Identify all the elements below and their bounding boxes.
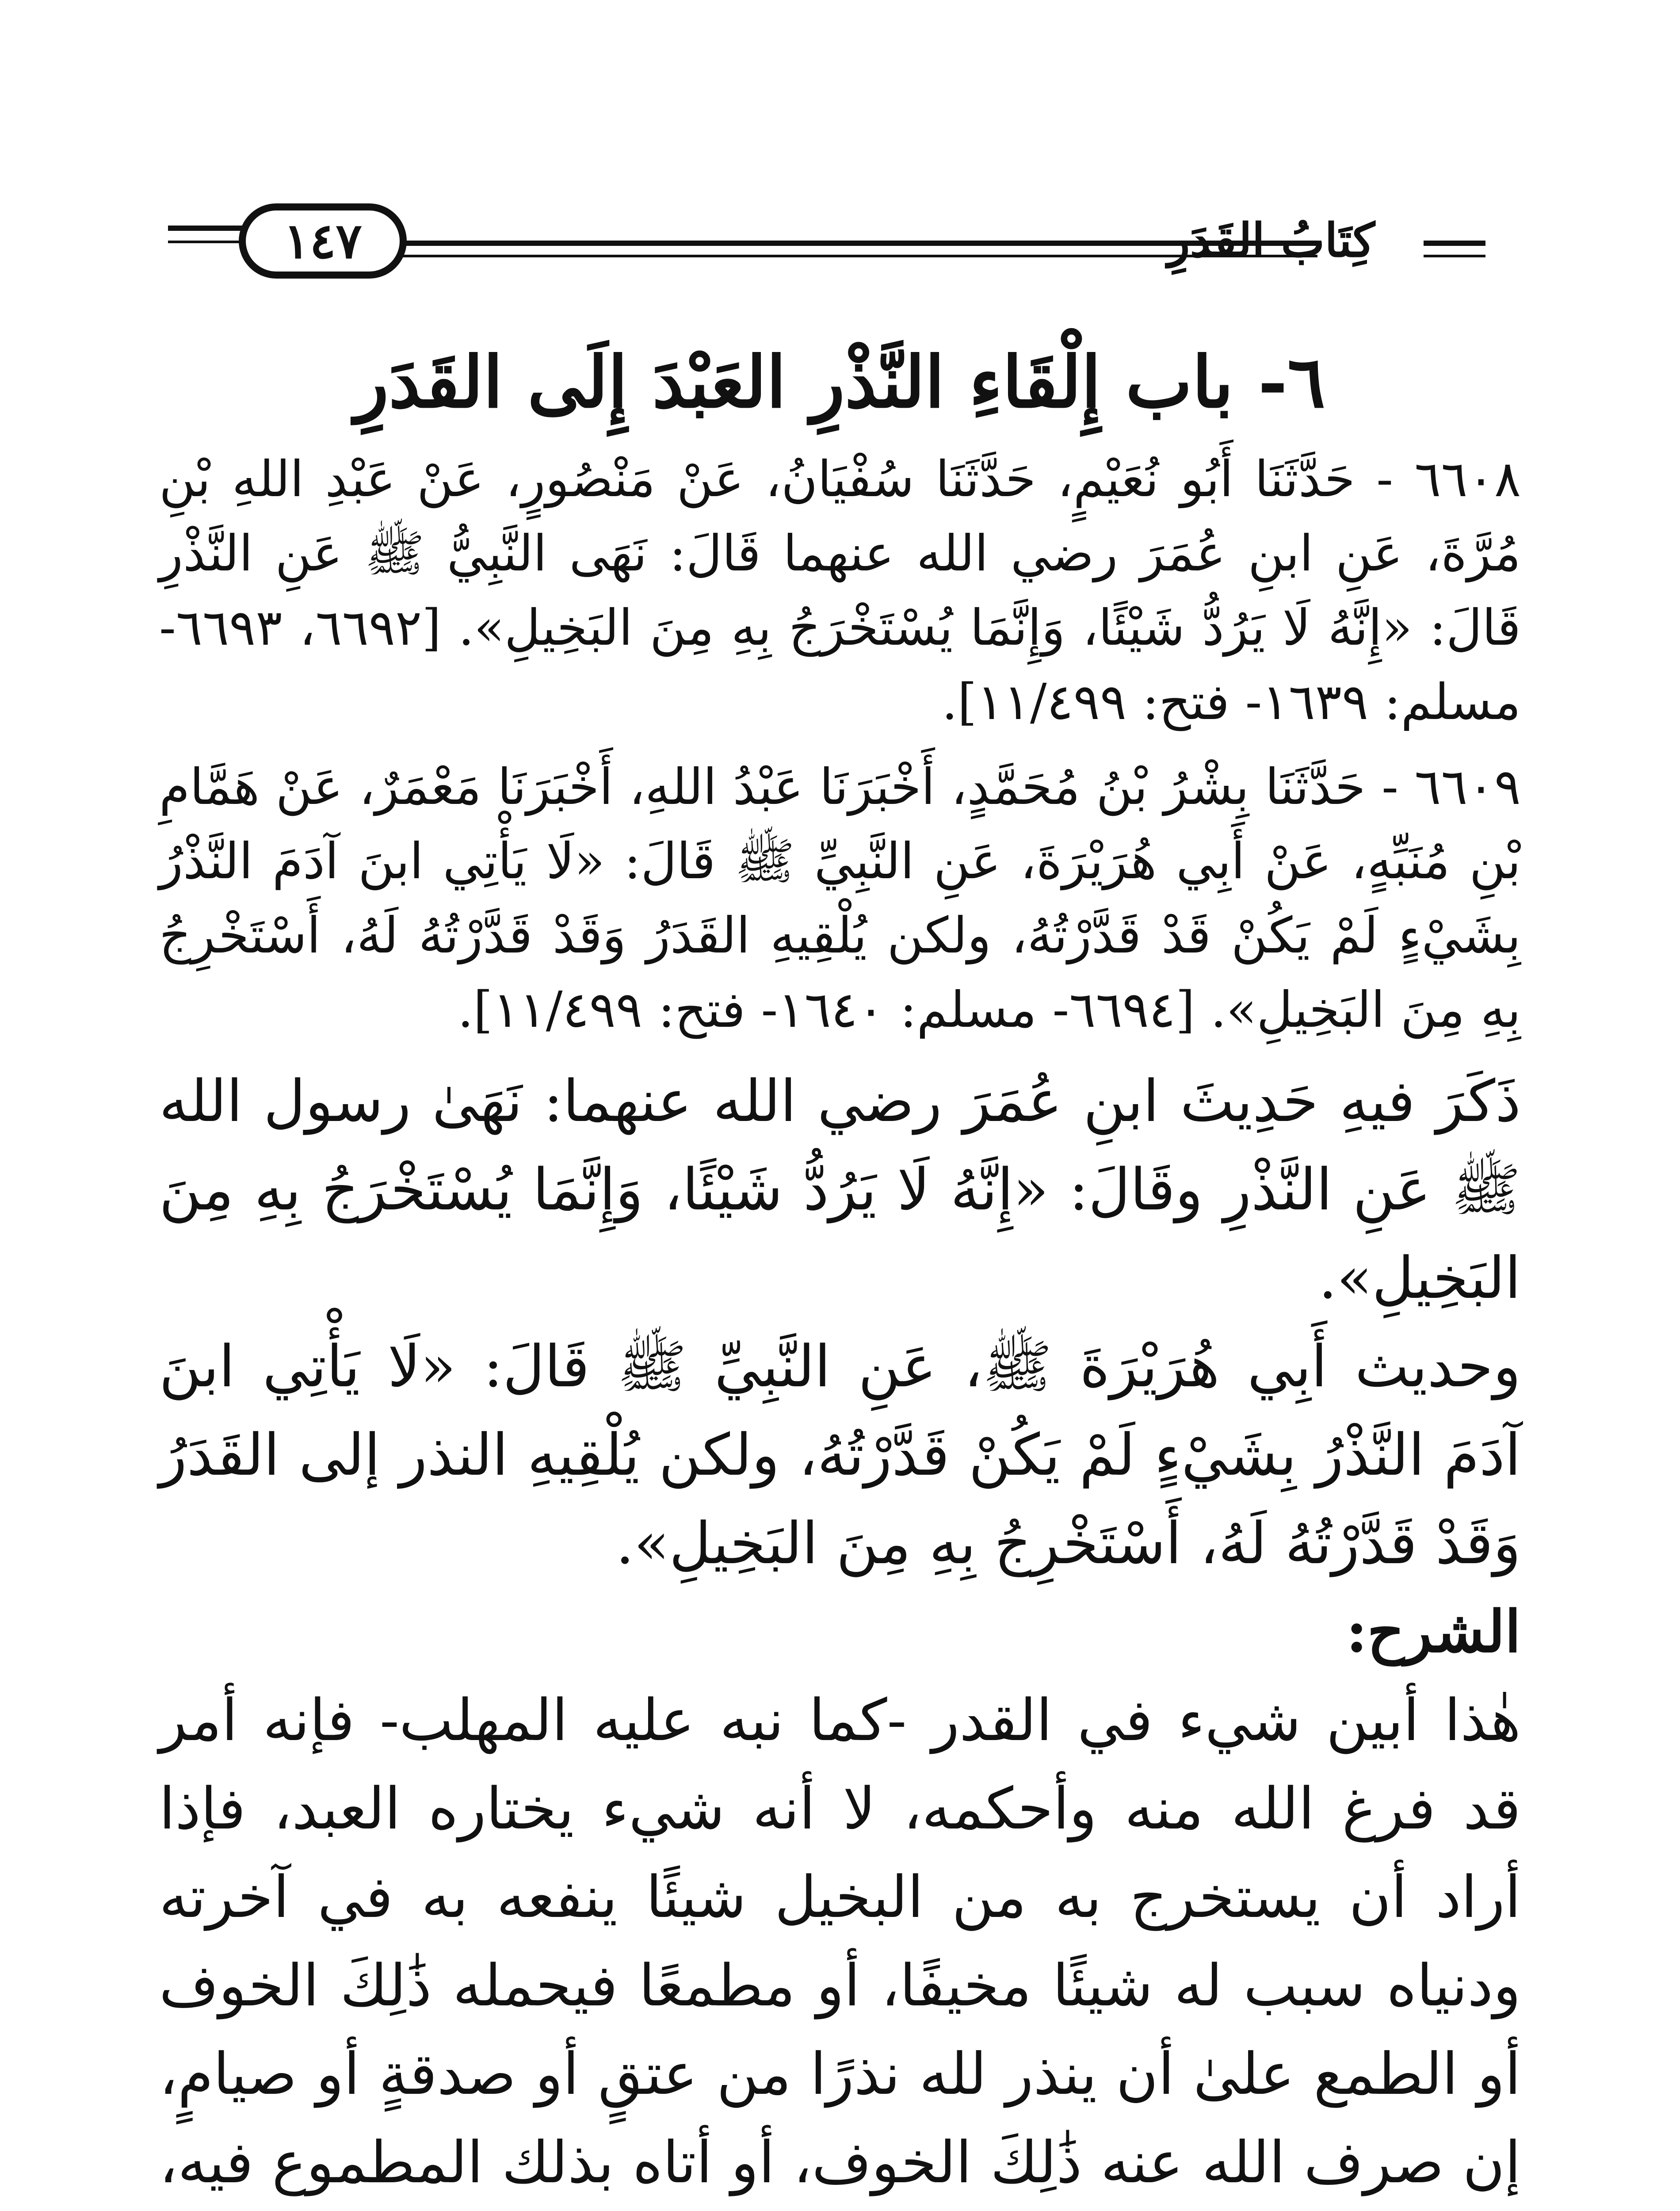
header-rule-right [1424,241,1485,246]
hadith-6608: ٦٦٠٨ - حَدَّثَنَا أَبُو نُعَيْمٍ، حَدَّثَنَا سُفْيَانُ، عَنْ مَنْصُورٍ، عَنْ عَبْدِ اللهِ بْنِ مُرَّةَ، عَنِ ابنِ عُمَرَ رضي الله عنهما قَالَ: نَهَى النَّبِيُّ ﷺ عَنِ النَّذْرِ قَالَ: «إِنَّهُ لَا يَرُدُّ شَيْئًا، وَإِنَّمَا يُسْتَخْرَجُ بِهِ مِنَ البَخِيلِ». [٦٦٩٢، ٦٦٩٣- مسلم: ١٦٣٩- فتح: ١١/٤٩٩]. [159,451,1521,731]
sharh-heading: الشرح: [1346,1598,1521,1665]
hadith-section [159,442,1521,1058]
chapter-title: ٦- باب إِلْقَاءِ النَّذْرِ العَبْدَ إِلَى القَدَرِ [355,340,1325,424]
sharh-text: هٰذا أبين شيء في القدر -كما نبه عليه المهلب- فإنه أمر قد فرغ الله منه وأحكمه، لا أنه شيء يختاره العبد، فإذا أراد أن يستخرج به من البخيل شيئًا ينفعه به في آخرته ودنياه سبب له شيئًا مخيفًا، أو مطمعًا فيحمله ذَٰلِكَ الخوف أو الطمع علىٰ أن ينذر لله نذرًا من عتقٍ أو صدقةٍ أو صيامٍ، إن صرف الله عنه ذَٰلِكَ الخوف، أو أتاه بذلك المطموع فيه، [159,1687,1521,2196]
commentary-intro-ibn-umar: ذَكَرَ فيهِ حَدِيثَ ابنِ عُمَرَ رضي الله عنهما: نَهَىٰ رسول الله ﷺ عَنِ النَّذْرِ وقَالَ: «إِنَّهُ لَا يَرُدُّ شَيْئًا، وَإِنَّمَا يُسْتَخْرَجُ بِهِ مِنَ البَخِيلِ». [159,1067,1521,1312]
commentary-intro-abu-hurayra: وحديث أَبِي هُرَيْرَةَ ﷺ، عَنِ النَّبِيِّ ﷺ قَالَ: «لَا يَأْتِي ابنَ آدَمَ النَّذْرُ بِشَيْءٍ لَمْ يَكُنْ قَدَّرْتُهُ، ولكن يُلْقِيهِ النذر إلى القَدَرُ وَقَدْ قَدَّرْتُهُ لَهُ، أَسْتَخْرِجُ بِهِ مِنَ البَخِيلِ». [159,1333,1521,1577]
running-header [168,195,1485,292]
hadith-6609: ٦٦٠٩ - حَدَّثَنَا بِشْرُ بْنُ مُحَمَّدٍ، أَخْبَرَنَا عَبْدُ اللهِ، أَخْبَرَنَا مَعْمَرٌ، عَنْ هَمَّامِ بْنِ مُنَبِّهٍ، عَنْ أَبِي هُرَيْرَةَ، عَنِ النَّبِيِّ ﷺ قَالَ: «لَا يَأْتِي ابنَ آدَمَ النَّذْرُ بِشَيْءٍ لَمْ يَكُنْ قَدْ قَدَّرْتُهُ، ولكن يُلْقِيهِ القَدَرُ وَقَدْ قَدَّرْتُهُ لَهُ، أَسْتَخْرِجُ بِهِ مِنَ البَخِيلِ». [٦٦٩٤- مسلم: ١٦٤٠- فتح: ١١/٤٩٩]. [159,758,1521,1039]
commentary-section [159,1057,1521,2211]
book-title: كِتَابُ القَدَرِ [1167,213,1375,268]
header-rule-right-thin [1424,255,1485,257]
page-number: ١٤٧ [239,203,407,279]
